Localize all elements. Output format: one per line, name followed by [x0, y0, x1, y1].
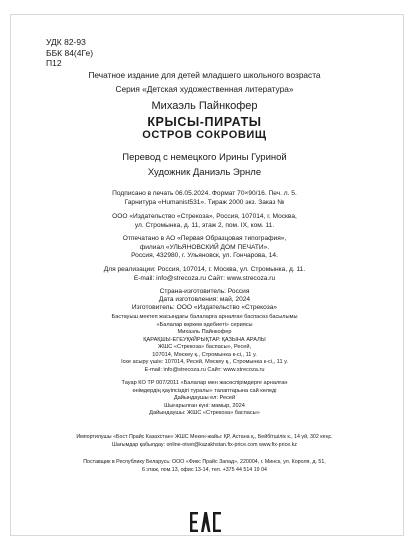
eac-certification-icon	[190, 511, 222, 533]
compliance-line-3: Дайындаушы ел: Ресей	[173, 395, 236, 402]
book-subtitle: ОСТРОВ СОКРОВИЩ	[142, 129, 267, 141]
printer-info	[0, 235, 409, 261]
importer-line-1: Импортилушы «Бост Прайс Казахстан» ЖШС Мекен-жайы: ҚР, Астана қ., Бейбітшілік к., 14 үй, 302 кеңс.	[76, 434, 333, 440]
printer-line-1: Отпечатано в АО «Первая Образцовая типография»,	[122, 235, 287, 242]
belarus-supplier-info	[0, 459, 409, 474]
compliance-line-5: Дайындаушы: ЖШС «Стрекоза» баспасы»	[149, 410, 260, 417]
manufacture-info	[0, 288, 409, 313]
kazakh-line-6: 107014, Мәскеу қ., Стромынка к-сі,, 11 у.	[152, 351, 257, 358]
manufacture-line-3: Изготовитель: ООО «Издательство «Стрекоза»	[131, 304, 278, 312]
publisher-line-1: ООО «Издательство «Стрекоза», Россия, 107014, г. Москва,	[112, 213, 297, 220]
author-mark: П12	[46, 58, 62, 69]
bbk-code: ББК 84(4Ге)	[46, 47, 94, 58]
kazakh-line-4: ҚАРАҚШЫ-ЕГЕУҚҰЙРЫҚТАР. ҚАЗЫНА АРАЛЫ	[143, 336, 266, 343]
compliance-line-1: Тауар КО ТР 007/2011 «Балалар мен жасөспірімдерге арналған	[121, 380, 288, 386]
sales-line-2: E-mail: info@strecoza.ru Сайт: www.strecoza.ru	[133, 274, 276, 282]
sales-info	[0, 266, 409, 283]
author-name: Михаэль Пайнкофер	[151, 100, 258, 112]
manufacture-line-2: Дата изготовления: май, 2024	[158, 296, 251, 304]
belarus-line-1: Поставщик в Республику Беларусь: ООО «Фикс Прайс Запад», 220004, г. Минск, ул. Короля, д. 51,	[83, 459, 326, 465]
book-title: КРЫСЫ-ПИРАТЫ	[147, 115, 262, 129]
illustrator-line: Художник Даниэль Эрнле	[147, 167, 262, 178]
publisher-address	[0, 213, 409, 230]
kazakh-line-1: Бастауыш мектеп жасындағы балаларға арналған баспасөз басылымы	[111, 314, 298, 320]
kazakh-line-7: Іске асыру үшін: 107014, Ресей, Мәскеу қ., Стромынка к-сі,, 11 у.	[121, 359, 288, 365]
series-line: Серия «Детская художественная литература»	[115, 84, 294, 94]
translator-line: Перевод с немецкого Ирины Гуриной	[122, 152, 287, 163]
belarus-line-2: 6 этаж, пом.13, офис 13-14, тел. +375 44 514 19 04	[142, 466, 267, 473]
print-details	[0, 190, 409, 207]
printer-line-3: Россия, 432980, г. Ульяновск, ул. Гончарова, 14.	[131, 252, 278, 260]
compliance-line-4: Шығарылған күні: мамыр, 2024	[164, 402, 245, 409]
classification-codes	[46, 37, 93, 69]
importer-info	[0, 434, 409, 449]
print-line-2: Гарнитура «Humanist531». Тираж 2000 экз. Заказ №	[124, 198, 285, 206]
kazakh-line-2: «Балалар көркем әдебиеті» сериясы	[156, 321, 253, 328]
printer-line-2: филиал «УЛЬЯНОВСКИЙ ДОМ ПЕЧАТИ».	[139, 243, 270, 251]
udc-code: УДК 82-93	[46, 37, 86, 47]
compliance-line-2: өнімдердің қауіпсіздігі туралы» талаптарына сай келеді	[132, 387, 277, 394]
kazakh-line-3: Михаэль Пайнкофер	[177, 329, 232, 335]
kazakh-compliance-info	[0, 380, 409, 418]
manufacture-line-1: Страна-изготовитель: Россия	[159, 288, 250, 295]
importer-line-2: Шағымдар қабылдау: online-otvet@kazakhstan.fix-price.com www.fix-price.kz	[112, 441, 297, 448]
sales-line-1: Для реализации: Россия, 107014, г. Москва, ул. Стромынка, д. 11.	[103, 266, 306, 273]
kazakh-line-5: ЖШС «Стрекоза» баспасы», Ресей,	[157, 344, 252, 350]
publisher-line-2: ул. Стромынка, д. 11, этаж 2, пом. IX, ком. 11.	[134, 221, 275, 229]
kazakh-publication-info	[0, 314, 409, 374]
print-line-1: Подписано в печать 06.05.2024. Формат 70×90/16. Печ. л. 5.	[112, 190, 297, 197]
kazakh-line-8: E-mail: info@strecoza.ru Сайт: www.strecoza.ru	[144, 366, 265, 373]
edition-note: Печатное издание для детей младшего школьного возраста	[88, 70, 321, 80]
